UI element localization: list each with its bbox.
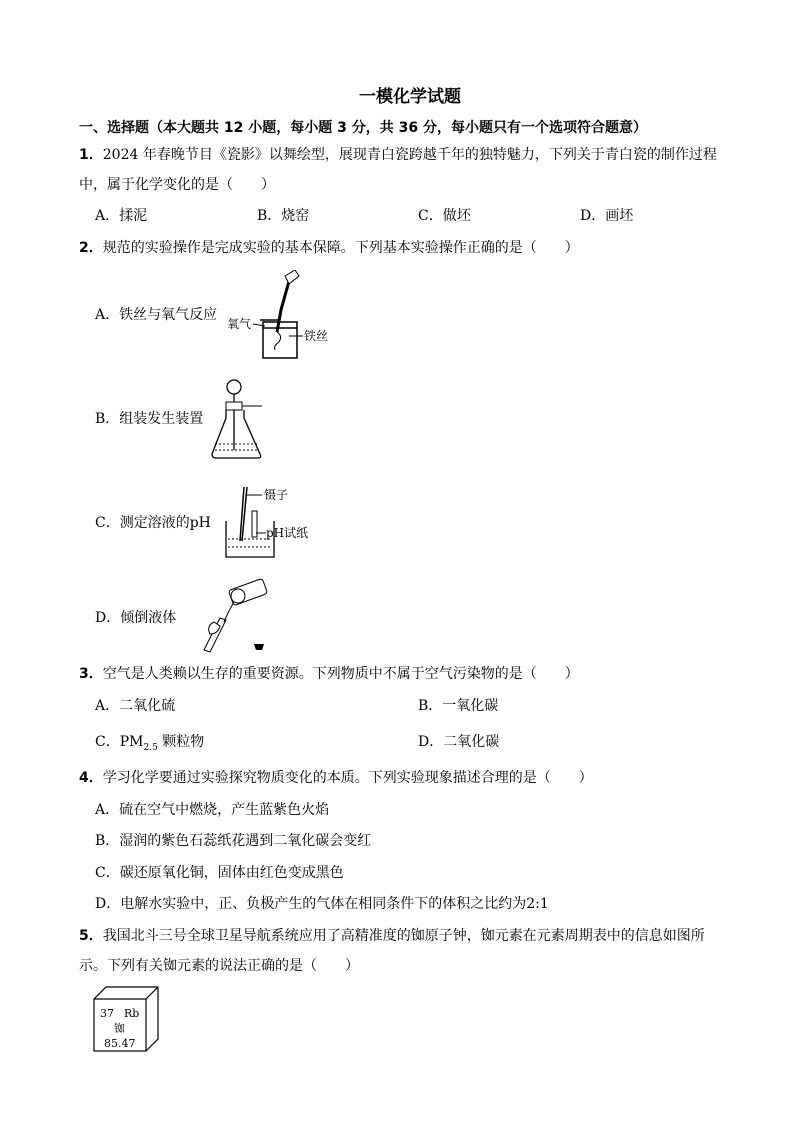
q3-option-b[interactable]: B．一氧化碳 xyxy=(418,698,499,714)
question-1-text: 2024 年春晚节目《瓷影》以舞绘型，展现青白瓷跨越千年的独特魅力，下列关于青白瓷的制作过程 xyxy=(102,147,717,163)
question-3-line xyxy=(79,665,579,683)
rubidium-element-box xyxy=(90,985,162,1057)
q4-option-c[interactable]: C．碳还原氧化铜，固体由红色变成黑色 xyxy=(95,865,344,881)
question-1-number: 1． xyxy=(79,147,103,163)
question-1-line2: 中，属于化学变化的是（ ） xyxy=(79,177,275,193)
q1-option-a[interactable]: A．揉泥 xyxy=(95,208,148,224)
question-1-line1 xyxy=(79,146,717,164)
pour-liquid-figure xyxy=(190,578,280,664)
question-3-text: 空气是人类赖以生存的重要资源。下列物质中不属于空气污染物的是（ ） xyxy=(102,666,579,682)
question-2-number: 2． xyxy=(79,240,103,256)
question-4-line xyxy=(79,769,593,787)
q4-option-d[interactable]: D．电解水实验中，正、负极产生的气体在相同条件下的体积之比约为2:1 xyxy=(95,896,549,912)
tweezers-label: 镊子 xyxy=(264,488,289,502)
q3-option-c-text: 颗粒物 xyxy=(157,734,205,750)
element-name: 铷 xyxy=(114,1022,125,1035)
section-heading: 一、选择题（本大题共 12 小题，每小题 3 分，共 36 分，每小题只有一个选项符合题意） xyxy=(79,120,647,136)
q1-option-c[interactable]: C．做坯 xyxy=(418,208,471,224)
ph-paper-label: pH试纸 xyxy=(266,526,309,540)
question-5-number: 5． xyxy=(79,928,103,944)
page-title: 一模化学试题 xyxy=(359,87,461,107)
q1-option-b[interactable]: B．烧窑 xyxy=(257,208,310,224)
q4-option-a[interactable]: A．硫在空气中燃烧，产生蓝紫色火焰 xyxy=(95,802,330,818)
iron-wire-label: 铁丝 xyxy=(304,329,329,343)
atomic-mass: 85.47 xyxy=(104,1037,136,1050)
element-symbol: Rb xyxy=(124,1007,140,1020)
q3-option-a[interactable]: A．二氧化硫 xyxy=(95,698,176,714)
q3-option-c[interactable] xyxy=(95,733,204,757)
question-2-line xyxy=(79,239,579,257)
question-2-text: 规范的实验操作是完成实验的基本保障。下列基本实验操作正确的是（ ） xyxy=(102,240,579,256)
pm25-label: $PM_{2.5}$ xyxy=(119,734,158,753)
question-5-text: 我国北斗三号全球卫星导航系统应用了高精准度的铷原子钟，铷元素在元素周期表中的信息如图所 xyxy=(102,928,705,944)
q4-option-b[interactable]: B．湿润的紫色石蕊纸花遇到二氧化碳会变红 xyxy=(95,833,372,849)
q2-option-c[interactable]: C．测定溶液的pH xyxy=(95,515,211,531)
question-3-number: 3． xyxy=(79,666,103,682)
q3-option-c-letter: C． xyxy=(95,734,120,750)
question-4-text: 学习化学要通过实验探究物质变化的本质。下列实验现象描述合理的是（ ） xyxy=(102,770,593,786)
question-5-line2: 示。下列有关铷元素的说法正确的是（ ） xyxy=(79,958,359,974)
atomic-number: 37 xyxy=(100,1007,114,1020)
q3-option-d[interactable]: D．二氧化碳 xyxy=(418,734,500,750)
gas-generator-figure xyxy=(208,378,268,462)
q2-option-a[interactable]: A．铁丝与氧气反应 xyxy=(95,307,218,323)
question-4-number: 4． xyxy=(79,770,103,786)
q1-option-d[interactable]: D．画坯 xyxy=(580,208,634,224)
q2-option-d[interactable]: D．倾倒液体 xyxy=(95,610,177,626)
q2-option-b[interactable]: B．组装发生装置 xyxy=(95,411,204,427)
oxygen-label: 氧气 xyxy=(227,317,252,331)
iron-wire-oxygen-figure xyxy=(225,270,335,362)
question-5-line1 xyxy=(79,927,705,945)
ph-test-figure xyxy=(222,483,322,563)
